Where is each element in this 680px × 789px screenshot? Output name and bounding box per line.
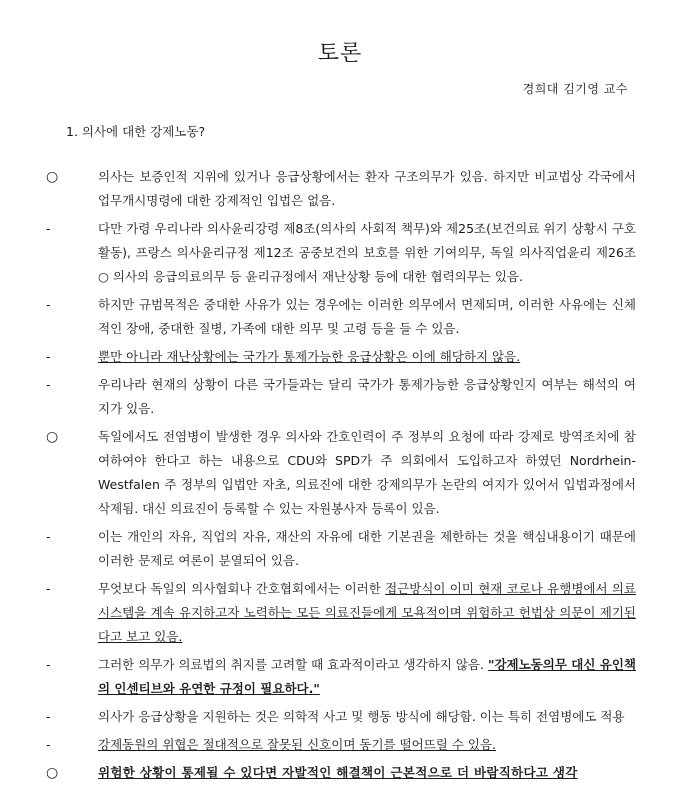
item-text: 그러한 의무가 의료법의 취지를 고려할 때 효과적이라고 생각하지 않음. [98, 657, 488, 672]
list-item [46, 425, 636, 521]
item-text-underlined: 강제동원의 위협은 절대적으로 잘못된 신호이며 동기를 떨어뜨릴 수 있음. [98, 737, 497, 752]
dash-bullet: - [46, 221, 51, 236]
item-text-bold-underlined: 위험한 상황이 통제될 수 있다면 자발적인 해결책이 근본적으로 더 바람직하다고 생각 [98, 765, 578, 780]
section-heading: 1. 의사에 대한 강제노동? [66, 124, 206, 139]
circle-bullet-icon: ○ [46, 765, 59, 781]
document-body [46, 165, 636, 789]
list-item [46, 217, 636, 289]
item-text: 독일에서도 전염병이 발생한 경우 의사와 간호인력이 주 정부의 요청에 따라 강제로 방역조치에 참여하여야 한다고 하는 내용으로 CDU와 SPD가 주 의회에서 도입하고자 하였던 Nordrhein-Westfalen 주 정부의 입법안 자초, 의료진에 대한 강제의무가 논란의 여지가 있어서 입법과정에서 삭제됨. 대신 의료진이 등록할 수 있는 자원봉사자 등록이 있음. [98, 429, 636, 516]
list-item [46, 705, 636, 729]
dash-bullet: - [46, 377, 51, 392]
document-title: 토론 [317, 41, 363, 66]
dash-bullet: - [46, 581, 51, 596]
list-item [46, 653, 636, 701]
list-item [46, 293, 636, 341]
dash-bullet: - [46, 349, 51, 364]
item-text: 다만 가령 우리나라 의사윤리강령 제8조(의사의 사회적 책무)와 제25조(보건의료 위기 상황시 구호활동), 프랑스 의사윤리규정 제12조 공중보건의 보호를 위한 기여의무, 독일 의사직업윤리 제26조 ○ 의사의 응급의료의무 등 윤리규정에서 재난상황 등에 대한 협력의무는 있음. [98, 221, 636, 284]
list-item [46, 373, 636, 421]
list-item [46, 345, 636, 369]
dash-bullet: - [46, 297, 51, 312]
dash-bullet: - [46, 709, 51, 724]
dash-bullet: - [46, 657, 51, 672]
list-item [46, 733, 636, 757]
item-text-bold-underlined: "강제노동의무 대신 유인책의 인센티브와 유연한 규정이 필요하다." [98, 657, 636, 696]
item-text: 의사가 응급상황을 지원하는 것은 의학적 사고 및 행동 방식에 해당함. 이는 특히 전염병에도 적용 [98, 709, 625, 724]
item-text: 우리나라 현재의 상황이 다른 국가들과는 달리 국가가 통제가능한 응급상황인지 여부는 해석의 여지가 있음. [98, 377, 636, 416]
item-text: 의사는 보증인적 지위에 있거나 응급상황에서는 환자 구조의무가 있음. 하지만 비교법상 각국에서 업무개시명령에 대한 강제적인 입법은 없음. [98, 169, 636, 208]
list-item [46, 525, 636, 573]
item-text: 하지만 규범목적은 중대한 사유가 있는 경우에는 이러한 의무에서 면제되며, 이러한 사유에는 신체적인 장애, 중대한 질병, 가족에 대한 의무 및 고령 등을 들 수 있음. [98, 297, 636, 336]
list-item [46, 761, 636, 785]
dash-bullet: - [46, 737, 51, 752]
item-text-underlined: 접근방식이 이미 현재 코로나 유행병에서 의료시스템을 계속 유지하고자 노력하는 모든 의료진들에게 모욕적이며 위험하고 헌법상 의문이 제기된다고 보고 있음. [98, 581, 636, 644]
circle-bullet-icon: ○ [46, 429, 59, 445]
list-item [46, 165, 636, 213]
item-text-underlined: 뿐만 아니라 재난상황에는 국가가 통제가능한 응급상황은 이에 해당하지 않음. [98, 349, 521, 364]
circle-bullet-icon: ○ [46, 169, 59, 185]
item-text: 무엇보다 독일의 의사협회나 간호협회에서는 이러한 [98, 581, 386, 596]
dash-bullet: - [46, 529, 51, 544]
item-text: 이는 개인의 자유, 직업의 자유, 재산의 자유에 대한 기본권을 제한하는 것을 핵심내용이기 때문에 이러한 문제로 여론이 분열되어 있음. [98, 529, 636, 568]
list-item [46, 577, 636, 649]
author-line: 경희대 김기영 교수 [522, 82, 628, 96]
